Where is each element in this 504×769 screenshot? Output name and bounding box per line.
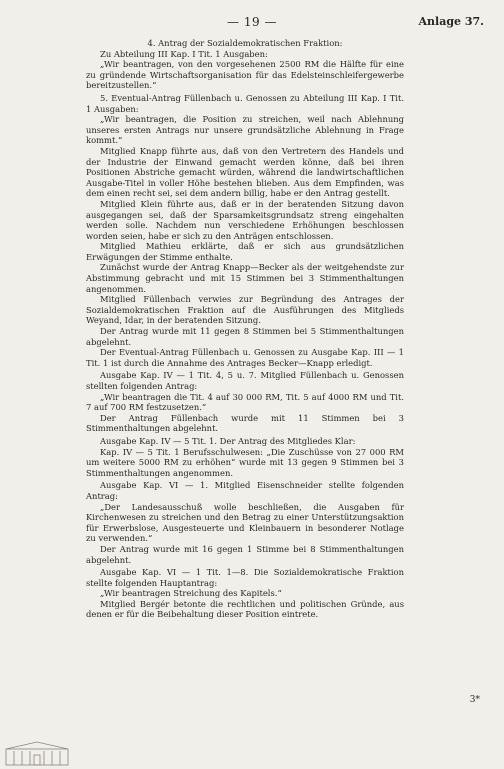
- paragraph-kap-vi-1: Ausgabe Kap. VI — 1. Mitglied Eisenschneider stellte folgenden Antrag:: [86, 480, 404, 501]
- library-building-icon: [4, 741, 70, 767]
- text-column: [86, 38, 404, 620]
- annex-label: Anlage 37.: [418, 15, 484, 28]
- paragraph-abt-iii: Zu Abteilung III Kap. I Tit. 1 Ausgaben:: [100, 48, 268, 59]
- paragraph-quote-4: „Der Landesausschuß wolle beschließen, die Ausgaben für Kirchenwesen zu streichen und den Betrag zu einer Unterstützungsaktion für Erwerbslose, Ausgesteuerte und Kleinbauern in besonderer Notlage zu verwenden.“: [86, 501, 404, 544]
- paragraph-kap-iv-5: Ausgabe Kap. IV — 5 Tit. 1. Der Antrag des Mitgliedes Klar:: [100, 435, 356, 446]
- paragraph-vote-11-8: Der Antrag wurde mit 11 gegen 8 Stimmen bei 5 Stimmenthaltungen abgelehnt.: [86, 326, 404, 347]
- paragraph-klein: Mitglied Klein führte aus, daß er in der beratenden Sitzung davon ausgegangen sei, daß der Sparsamkeitsgrundsatz streng eingehalten werden solle. Nachdem nun verschiedene Erhöhungen beschlossen worden seien, habe er sich zu den Anträgen entschlossen.: [86, 198, 404, 241]
- paragraph-fuellenbach: Mitglied Füllenbach verwies zur Begründung des Antrages der Sozialdemokratischen Fraktion auf die Ausführungen des Mitglieds Weyand, Idar, in der beratenden Sitzung.: [86, 294, 404, 326]
- paragraph-vote-knapp-becker: Zunächst wurde der Antrag Knapp—Becker als der weitgehendste zur Abstimmung gebracht und mit 15 Stimmen bei 3 Stimmenthaltungen angenommen.: [86, 262, 404, 294]
- paragraph-berufsschul: Kap. IV — 5 Tit. 1 Berufsschulwesen: „Die Zuschüsse von 27 000 RM um weitere 5000 RM zu erhöhen“ wurde mit 13 gegen 9 Stimmen bei 3 Stimmenthaltungen angenommen.: [86, 446, 404, 478]
- paragraph-kap-iv-1: Ausgabe Kap. IV — 1 Tit. 4, 5 u. 7. Mitglied Füllenbach u. Genossen stellten folgenden Antrag:: [86, 370, 404, 391]
- paragraph-quote-1: „Wir beantragen, von den vorgesehenen 2500 RM die Hälfte für eine zu gründende Wirtschaftsorganisation für das Edelsteinschleifergewerbe bereitzustellen.“: [86, 59, 404, 91]
- page-number: — 19 —: [227, 15, 277, 29]
- signature-mark: 3*: [469, 695, 480, 705]
- paragraph-item-4: 4. Antrag der Sozialdemokratischen Fraktion:: [147, 38, 343, 48]
- paragraph-mathieu: Mitglied Mathieu erklärte, daß er sich aus grundsätzlichen Erwägungen der Stimme enthalte.: [86, 241, 404, 262]
- paragraph-knapp: Mitglied Knapp führte aus, daß von den Vertretern des Handels und der Industrie der Einwand gemacht werden könne, daß bei ihren Positionen Abstriche gemacht würden, während die landwirtschaftlichen Ausgabe-Titel in voller Höhe bestehen blieben. Aus dem Empfinden, was dem einen recht sei, sei dem andern billig, habe er den Antrag gestellt.: [86, 145, 404, 199]
- paragraph-item-5: 5. Eventual-Antrag Füllenbach u. Genossen zu Abteilung III Kap. I Tit. 1 Ausgaben:: [86, 92, 404, 114]
- paragraph-quote-5: „Wir beantragen Streichung des Kapitels.“: [100, 588, 282, 599]
- paragraph-quote-3: „Wir beantragen die Tit. 4 auf 30 000 RM, Tit. 5 auf 4000 RM und Tit. 7 auf 700 RM festzusetzen.“: [86, 391, 404, 413]
- paragraph-kap-vi-1-8: Ausgabe Kap. VI — 1 Tit. 1—8. Die Sozialdemokratische Fraktion stellte folgenden Hauptantrag:: [86, 567, 404, 588]
- paragraph-vote-11: Der Antrag Füllenbach wurde mit 11 Stimmen bei 3 Stimmenthaltungen abgelehnt.: [86, 412, 404, 434]
- paragraph-eventual: Der Eventual-Antrag Füllenbach u. Genossen zu Ausgabe Kap. III — 1 Tit. 1 ist durch die Annahme des Antrages Becker—Knapp erledigt.: [86, 347, 404, 368]
- paragraph-berger: Mitglied Bergér betonte die rechtlichen und politischen Gründe, aus denen er für die Beibehaltung dieser Position eintrete.: [86, 598, 404, 620]
- paragraph-quote-2: „Wir beantragen, die Position zu streichen, weil nach Ablehnung unseres ersten Antrags nur unsere grundsätzliche Ablehnung in Frage kommt.“: [86, 114, 404, 146]
- paragraph-vote-16: Der Antrag wurde mit 16 gegen 1 Stimme bei 8 Stimmenthaltungen abgelehnt.: [86, 543, 404, 565]
